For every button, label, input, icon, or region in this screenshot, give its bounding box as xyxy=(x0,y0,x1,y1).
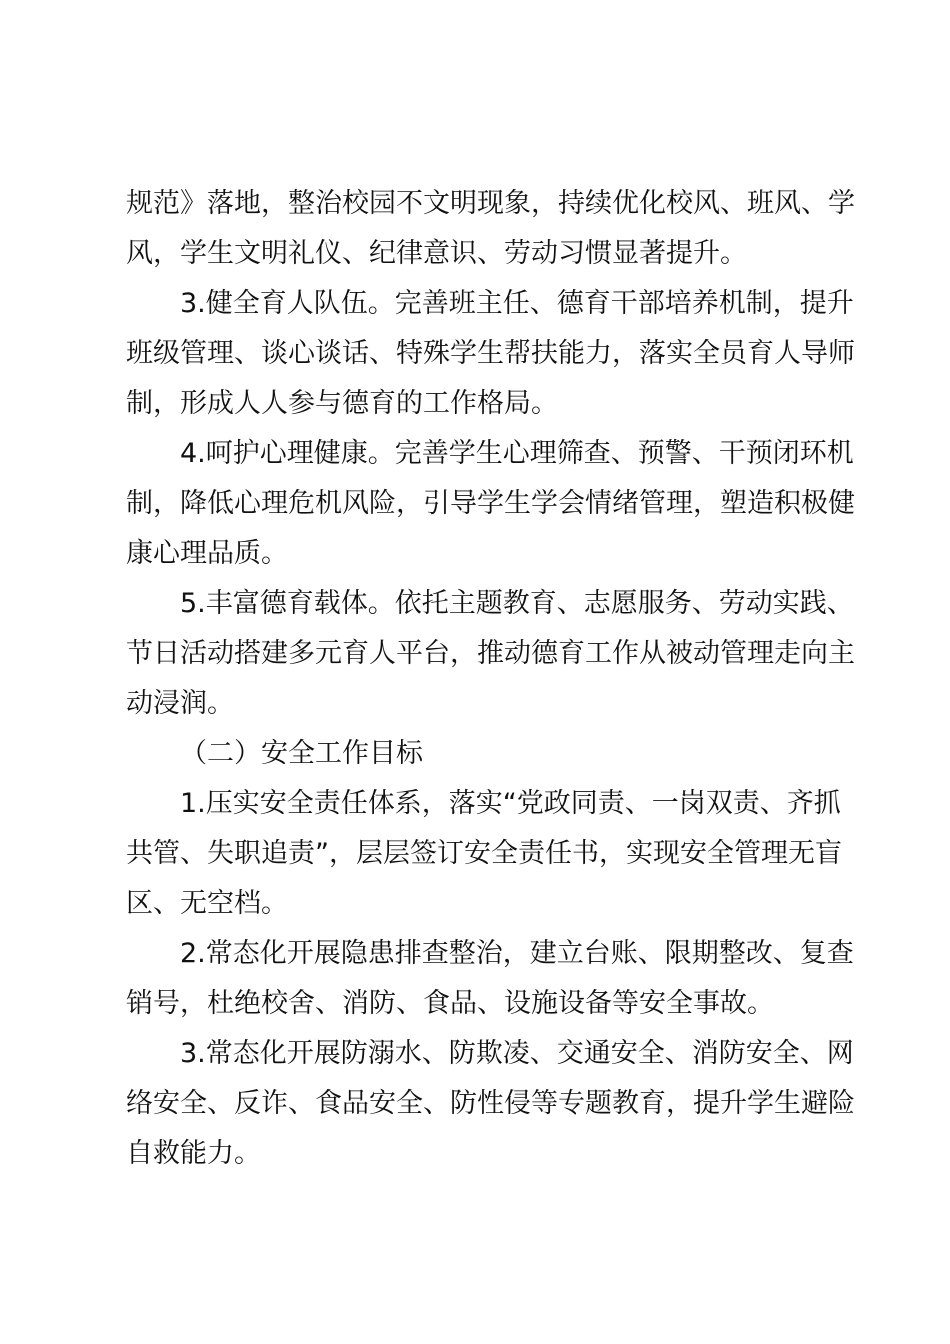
paragraph-heading-line: 2.常态化开展隐患排查整治，建立台账、限期整改、复查 xyxy=(180,938,854,969)
text-line: 动浸润。 xyxy=(126,688,234,719)
paragraph-heading-line: 1.压实安全责任体系，落实“党政同责、一岗双责、齐抓 xyxy=(180,788,841,819)
text-line: 区、无空档。 xyxy=(126,888,288,919)
text-line: 络安全、反诈、食品安全、防性侵等专题教育，提升学生避险 xyxy=(126,1088,855,1119)
text-line: 共管、失职追责”，层层签订安全责任书，实现安全管理无盲 xyxy=(126,838,842,869)
text-line: 自救能力。 xyxy=(126,1138,261,1169)
paragraph-heading-line: 3.健全育人队伍。完善班主任、德育干部培养机制，提升 xyxy=(180,288,854,319)
text-line: 康心理品质。 xyxy=(126,538,288,569)
paragraph-heading-line: 4.呵护心理健康。完善学生心理筛查、预警、干预闭环机 xyxy=(180,438,854,469)
paragraph-heading-line: 3.常态化开展防溺水、防欺凌、交通安全、消防安全、网 xyxy=(180,1038,854,1069)
section-heading: （二）安全工作目标 xyxy=(180,738,423,769)
text-line: 风，学生文明礼仪、纪律意识、劳动习惯显著提升。 xyxy=(126,238,747,269)
text-line: 节日活动搭建多元育人平台，推动德育工作从被动管理走向主 xyxy=(126,638,855,669)
text-line: 班级管理、谈心谈话、特殊学生帮扶能力，落实全员育人导师 xyxy=(126,338,855,369)
text-line: 制，降低心理危机风险，引导学生学会情绪管理，塑造积极健 xyxy=(126,488,855,519)
paragraph-heading-line: 5.丰富德育载体。依托主题教育、志愿服务、劳动实践、 xyxy=(180,588,854,619)
text-line: 制，形成人人参与德育的工作格局。 xyxy=(126,388,558,419)
text-line: 销号，杜绝校舍、消防、食品、设施设备等安全事故。 xyxy=(126,988,774,1019)
text-line: 规范》落地，整治校园不文明现象，持续优化校风、班风、学 xyxy=(126,188,855,219)
